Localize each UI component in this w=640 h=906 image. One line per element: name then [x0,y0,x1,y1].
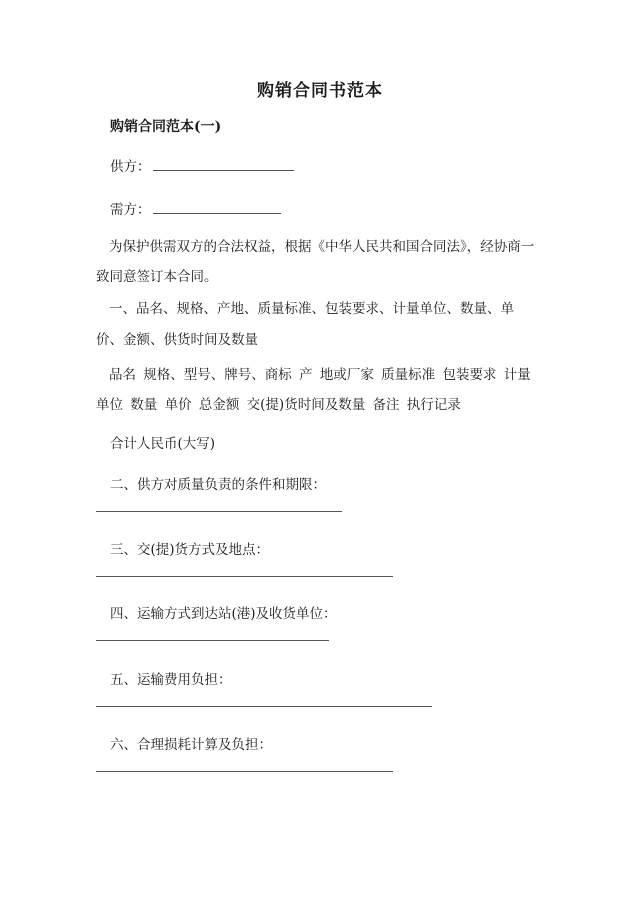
document-title: 购销合同书范本 [257,81,383,101]
supplier-field [110,155,294,175]
supplier-label: 供方： [110,159,151,175]
clause-2: 二、供方对质量负责的条件和期限： [110,477,326,493]
clause-3: 三、交(提)货方式及地点： [110,542,270,558]
intro-paragraph: 为保护供需双方的合法权益，根据《中华人民共和国合同法》，经协商一致同意签订本合同。 [96,239,535,285]
clause-6-blank-line [96,771,393,772]
clause-5-blank-line [96,706,432,707]
clause-2-blank-line [96,511,342,512]
total-rmb: 合计人民币(大写) [110,436,216,452]
clause-6: 六、合理损耗计算及负担： [110,737,272,753]
supplier-blank-line [153,157,294,171]
buyer-blank-line [153,200,281,214]
buyer-label: 需方： [110,202,151,218]
clause-1: 一、品名、规格、产地、质量标准、包装要求、计量单位、数量、单价、金额、供货时间及数量 [96,301,514,348]
clause-3-blank-line [96,576,393,577]
table-header-paragraph: 品名 规格、型号、牌号、商标 产 地或厂家 质量标准 包装要求 计量单位 数量 单价 总金额 交(提)货时间及数量 备注 执行记录 [96,367,531,413]
clause-4-blank-line [96,640,329,641]
document-subtitle: 购销合同范本(一) [110,119,222,135]
clause-5: 五、运输费用负担： [110,672,232,688]
clause-4: 四、运输方式到达站(港)及收货单位： [110,606,337,622]
buyer-field [110,198,281,218]
